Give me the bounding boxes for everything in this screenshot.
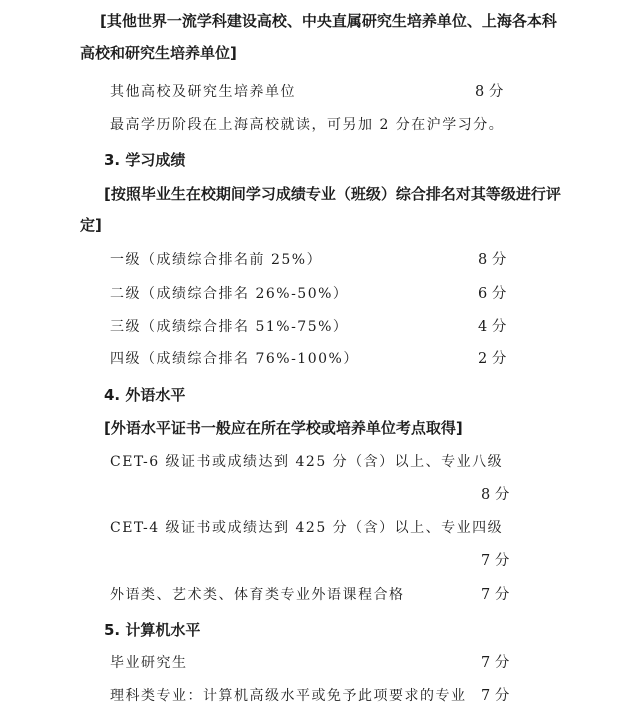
grade-1-label: 一级（成绩综合排名前 25%） <box>110 252 323 268</box>
section-3-title: 3. 学习成绩 <box>104 151 186 169</box>
section-3-desc-1: [按照毕业生在校期间学习成绩专业（班级）综合排名对其等级进行评 <box>104 185 561 203</box>
science-major-label: 理科类专业：计算机高级水平或免予此项要求的专业 <box>110 688 467 704</box>
section-3-desc-2: 定] <box>80 216 102 234</box>
section-5-title: 5. 计算机水平 <box>104 621 201 639</box>
grade-3-label: 三级（成绩综合排名 51%-75%） <box>110 319 349 335</box>
intro-line-1: [其他世界一流学科建设高校、中央直属研究生培养单位、上海各本科 <box>100 12 557 30</box>
shanghai-bonus-note: 最高学历阶段在上海高校就读，可另加 2 分在沪学习分。 <box>110 117 505 133</box>
cet4-label: CET-4 级证书或成绩达到 425 分（含）以上、专业四级 <box>110 520 504 536</box>
graduate-score: 7 分 <box>481 655 510 671</box>
grade-2-label: 二级（成绩综合排名 26%-50%） <box>110 286 349 302</box>
grade-1-score: 8 分 <box>478 252 507 268</box>
grade-4-score: 2 分 <box>478 351 507 367</box>
cet6-score: 8 分 <box>481 487 510 503</box>
graduate-label: 毕业研究生 <box>110 655 188 671</box>
grade-3-score: 4 分 <box>478 319 507 335</box>
other-universities-label: 其他高校及研究生培养单位 <box>110 84 296 100</box>
intro-line-2: 高校和研究生培养单位] <box>80 44 237 62</box>
foreign-major-score: 7 分 <box>481 587 510 603</box>
grade-4-label: 四级（成绩综合排名 76%-100%） <box>110 351 359 367</box>
grade-2-score: 6 分 <box>478 286 507 302</box>
other-universities-score: 8 分 <box>475 84 504 100</box>
section-4-desc: [外语水平证书一般应在所在学校或培养单位考点取得] <box>104 419 463 437</box>
section-4-title: 4. 外语水平 <box>104 386 186 404</box>
cet4-score: 7 分 <box>481 553 510 569</box>
cet6-label: CET-6 级证书或成绩达到 425 分（含）以上、专业八级 <box>110 454 504 470</box>
foreign-major-label: 外语类、艺术类、体育类专业外语课程合格 <box>110 587 405 603</box>
science-major-score: 7 分 <box>481 688 510 704</box>
